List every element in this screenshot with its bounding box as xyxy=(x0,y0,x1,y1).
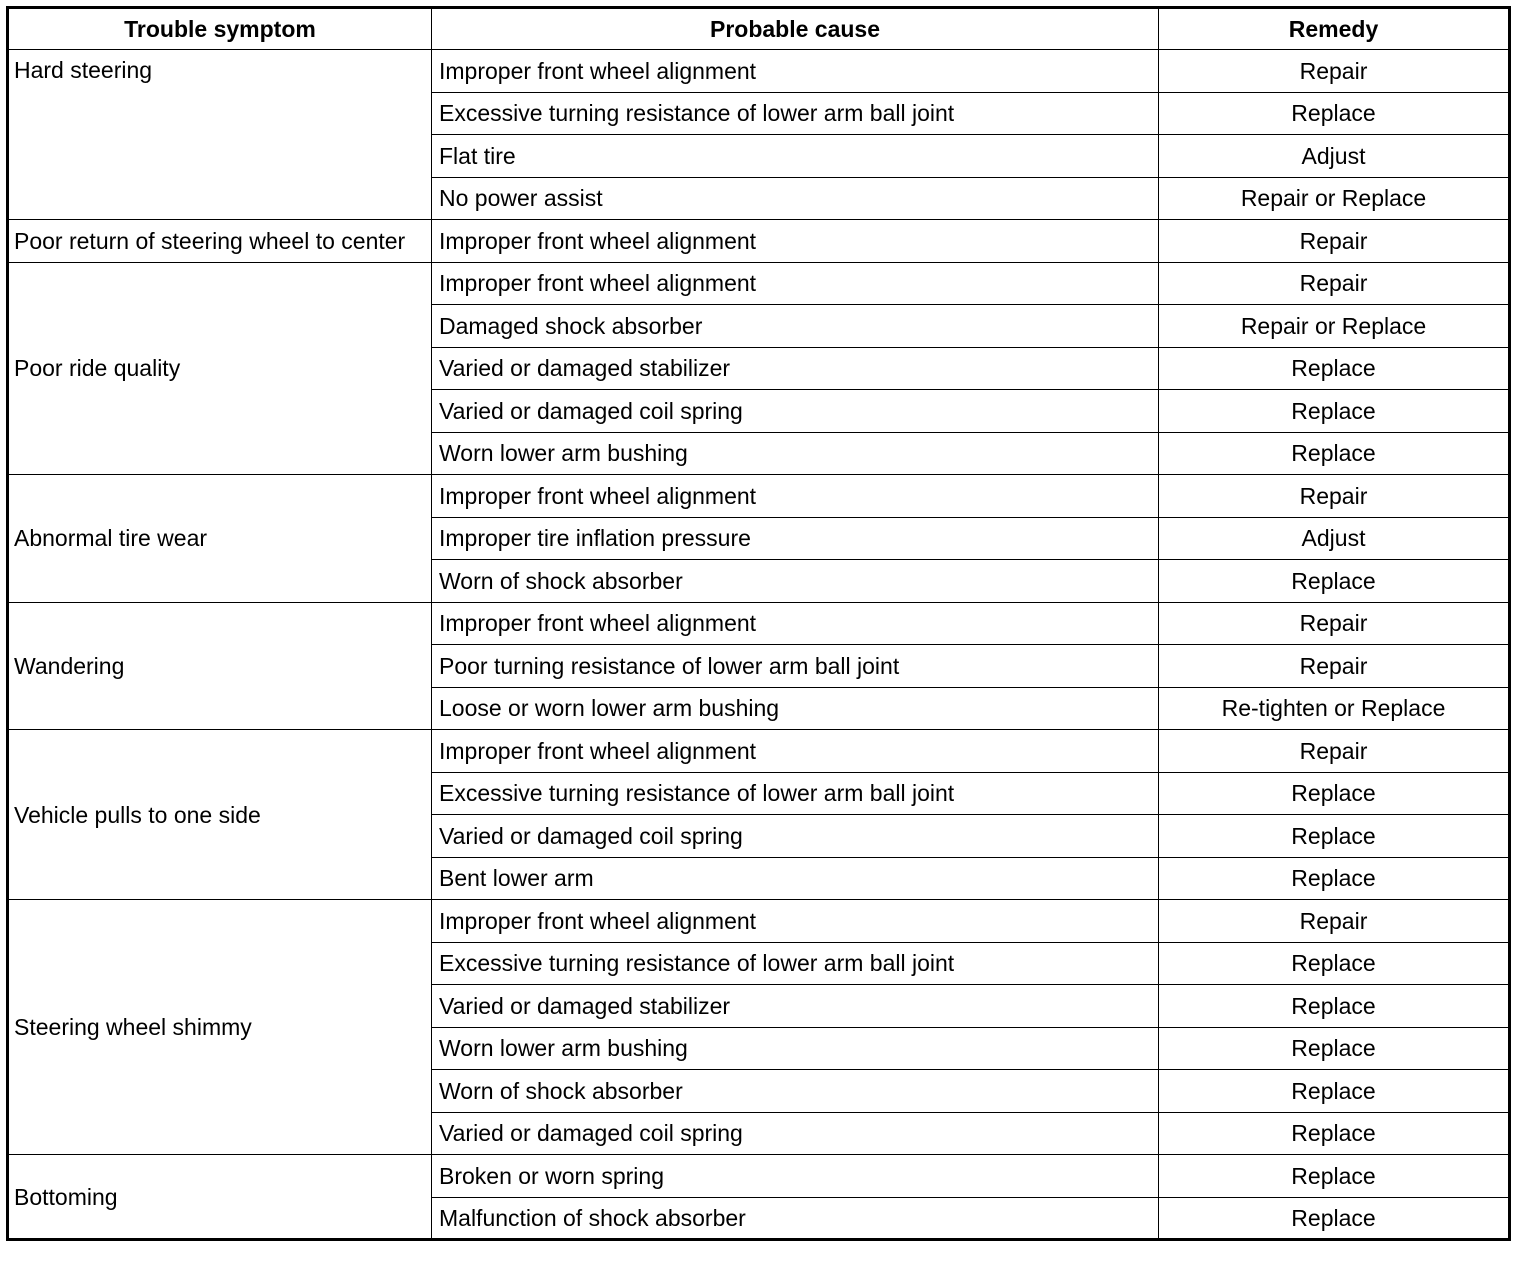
remedy-cell: Replace xyxy=(1159,1027,1510,1070)
remedy-cell: Repair xyxy=(1159,220,1510,263)
trouble-symptom-cell: Abnormal tire wear xyxy=(8,475,432,603)
trouble-symptom-cell: Vehicle pulls to one side xyxy=(8,730,432,900)
probable-cause-cell: Varied or damaged coil spring xyxy=(432,390,1159,433)
remedy-cell: Repair xyxy=(1159,50,1510,93)
trouble-symptom-cell: Bottoming xyxy=(8,1155,432,1240)
probable-cause-cell: Improper front wheel alignment xyxy=(432,900,1159,943)
trouble-symptom-cell: Poor return of steering wheel to center xyxy=(8,220,432,263)
probable-cause-cell: Improper front wheel alignment xyxy=(432,220,1159,263)
table-row xyxy=(8,730,1510,773)
probable-cause-cell: Damaged shock absorber xyxy=(432,305,1159,348)
probable-cause-cell: Bent lower arm xyxy=(432,857,1159,900)
probable-cause-cell: No power assist xyxy=(432,177,1159,220)
probable-cause-cell: Varied or damaged coil spring xyxy=(432,815,1159,858)
remedy-cell: Replace xyxy=(1159,347,1510,390)
troubleshooting-table xyxy=(6,6,1511,1241)
probable-cause-cell: Varied or damaged stabilizer xyxy=(432,347,1159,390)
table-row xyxy=(8,900,1510,943)
table-row xyxy=(8,50,1510,93)
header-row xyxy=(8,8,1510,50)
trouble-symptom-cell: Wandering xyxy=(8,602,432,730)
remedy-cell: Adjust xyxy=(1159,517,1510,560)
probable-cause-cell: Malfunction of shock absorber xyxy=(432,1197,1159,1240)
probable-cause-cell: Loose or worn lower arm bushing xyxy=(432,687,1159,730)
probable-cause-cell: Varied or damaged stabilizer xyxy=(432,985,1159,1028)
table-body xyxy=(8,50,1510,1240)
remedy-cell: Replace xyxy=(1159,857,1510,900)
probable-cause-cell: Worn of shock absorber xyxy=(432,1070,1159,1113)
probable-cause-cell: Excessive turning resistance of lower arm ball joint xyxy=(432,92,1159,135)
remedy-cell: Replace xyxy=(1159,432,1510,475)
remedy-cell: Replace xyxy=(1159,985,1510,1028)
table-row xyxy=(8,475,1510,518)
remedy-cell: Replace xyxy=(1159,92,1510,135)
remedy-cell: Adjust xyxy=(1159,135,1510,178)
probable-cause-cell: Improper tire inflation pressure xyxy=(432,517,1159,560)
remedy-cell: Repair xyxy=(1159,645,1510,688)
probable-cause-cell: Improper front wheel alignment xyxy=(432,262,1159,305)
probable-cause-cell: Excessive turning resistance of lower arm ball joint xyxy=(432,772,1159,815)
remedy-cell: Repair xyxy=(1159,602,1510,645)
remedy-cell: Replace xyxy=(1159,1155,1510,1198)
table-row xyxy=(8,220,1510,263)
table-row xyxy=(8,602,1510,645)
probable-cause-cell: Worn of shock absorber xyxy=(432,560,1159,603)
probable-cause-cell: Improper front wheel alignment xyxy=(432,50,1159,93)
remedy-cell: Replace xyxy=(1159,1197,1510,1240)
header-remedy: Remedy xyxy=(1159,8,1510,50)
remedy-cell: Repair xyxy=(1159,900,1510,943)
remedy-cell: Replace xyxy=(1159,772,1510,815)
probable-cause-cell: Flat tire xyxy=(432,135,1159,178)
probable-cause-cell: Improper front wheel alignment xyxy=(432,730,1159,773)
remedy-cell: Repair xyxy=(1159,730,1510,773)
remedy-cell: Repair xyxy=(1159,262,1510,305)
probable-cause-cell: Excessive turning resistance of lower arm ball joint xyxy=(432,942,1159,985)
remedy-cell: Replace xyxy=(1159,815,1510,858)
troubleshooting-page xyxy=(6,6,1508,1266)
probable-cause-cell: Worn lower arm bushing xyxy=(432,1027,1159,1070)
trouble-symptom-cell: Steering wheel shimmy xyxy=(8,900,432,1155)
probable-cause-cell: Poor turning resistance of lower arm ball joint xyxy=(432,645,1159,688)
probable-cause-cell: Varied or damaged coil spring xyxy=(432,1112,1159,1155)
remedy-cell: Repair xyxy=(1159,475,1510,518)
table-row xyxy=(8,1155,1510,1198)
remedy-cell: Replace xyxy=(1159,1070,1510,1113)
remedy-cell: Replace xyxy=(1159,390,1510,433)
probable-cause-cell: Improper front wheel alignment xyxy=(432,475,1159,518)
header-probable-cause: Probable cause xyxy=(432,8,1159,50)
remedy-cell: Repair or Replace xyxy=(1159,305,1510,348)
remedy-cell: Replace xyxy=(1159,1112,1510,1155)
remedy-cell: Replace xyxy=(1159,560,1510,603)
probable-cause-cell: Broken or worn spring xyxy=(432,1155,1159,1198)
remedy-cell: Replace xyxy=(1159,942,1510,985)
probable-cause-cell: Improper front wheel alignment xyxy=(432,602,1159,645)
header-trouble-symptom: Trouble symptom xyxy=(8,8,432,50)
remedy-cell: Re-tighten or Replace xyxy=(1159,687,1510,730)
remedy-cell: Repair or Replace xyxy=(1159,177,1510,220)
table-row xyxy=(8,262,1510,305)
trouble-symptom-cell: Poor ride quality xyxy=(8,262,432,475)
probable-cause-cell: Worn lower arm bushing xyxy=(432,432,1159,475)
trouble-symptom-cell: Hard steering xyxy=(8,50,432,220)
